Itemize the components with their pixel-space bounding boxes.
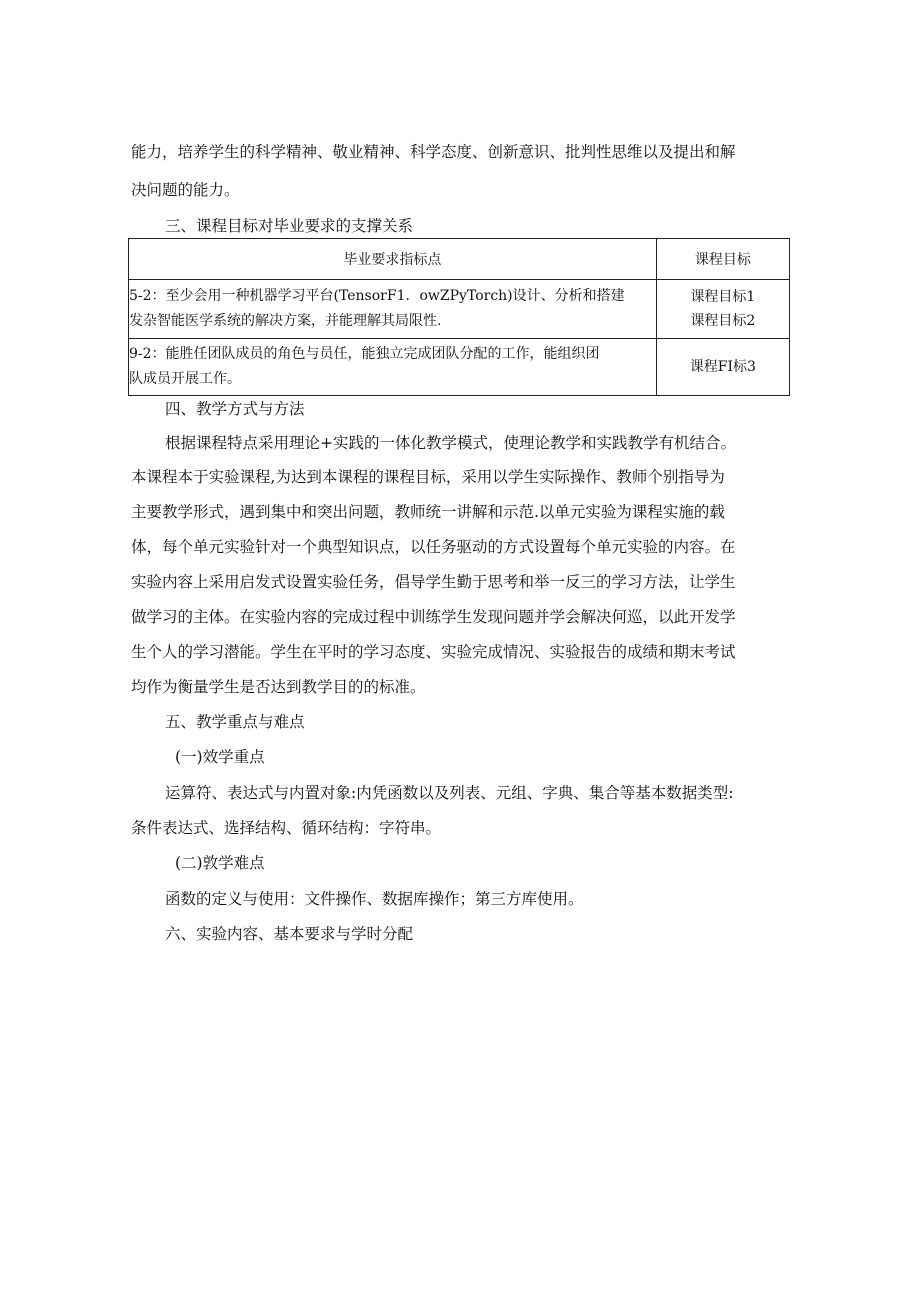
requirement-text-line: 队成员开展工作。 bbox=[129, 371, 241, 387]
requirement-text-line: 发杂智能医学系统的解决方案，并能理解其局限性. bbox=[129, 313, 442, 329]
section-6-heading: 六、实验内容、基本要求与学时分配 bbox=[165, 925, 414, 943]
section-5-sub-1-heading: (一)效学重点 bbox=[175, 748, 265, 766]
section-4-heading: 四、教学方式与方法 bbox=[165, 400, 305, 418]
table-row bbox=[129, 280, 790, 339]
requirements-table bbox=[128, 238, 790, 396]
section-4-paragraph-line: 实验内容上采用启发式设置实验任务，倡导学生勤于思考和举一反三的学习方法，让学生 bbox=[131, 573, 736, 591]
section-5-heading: 五、教学重点与难点 bbox=[165, 713, 305, 731]
section-5-sub-1-line: 条件表达式、选择结构、循环结构：字符串。 bbox=[131, 819, 442, 837]
goal-cell bbox=[656, 280, 789, 339]
section-4-paragraph-line: 生个人的学习潜能。学生在平时的学习态度、实验完成情况、实验报告的成绩和期末考试 bbox=[131, 643, 736, 661]
section-4-paragraph-line: 本课程本于实验课程,为达到本课程的课程目标，采用以学生实际操作、教师个别指导为 bbox=[131, 468, 725, 486]
section-4-paragraph-line: 主要教学形式，遇到集中和突出问题，教师统一讲解和示范.以单元实验为课程实施的载 bbox=[131, 503, 725, 521]
section-4-paragraph-line: 根据课程特点采用理论+实践的一体化教学模式，使理论教学和实践教学有机结合。 bbox=[165, 434, 736, 452]
goal-text: 课程FI标3 bbox=[689, 359, 756, 375]
goal-text: 课程目标2 bbox=[690, 313, 756, 329]
requirement-text-line: 9-2：能胜任团队成员的角色与员任，能独立完成团队分配的工作，能组织团 bbox=[129, 346, 600, 362]
section-4-paragraph-line: 做学习的主体。在实验内容的完成过程中训练学生发现问题并学会解决何巡，以此开发学 bbox=[131, 608, 736, 626]
goal-text: 课程目标1 bbox=[690, 289, 756, 305]
section-5-sub-2-line: 函数的定义与使用：文件操作、数据库操作；第三方库使用。 bbox=[165, 890, 584, 908]
section-5-sub-2-heading: (二)敦学难点 bbox=[175, 854, 265, 872]
intro-line-1: 能力，培养学生的科学精神、敬业精神、科学态度、创新意识、批判性思维以及提出和解 bbox=[131, 143, 736, 161]
section-4-paragraph-line: 均作为衡量学生是否达到教学目的的标准。 bbox=[131, 678, 426, 696]
section-5-sub-1-line: 运算符、表达式与内置对象:内凭函数以及列表、元组、字典、集合等基本数据类型: bbox=[165, 784, 734, 802]
section-4-paragraph-line: 体，每个单元实验针对一个典型知识点，以任务驱动的方式设置每个单元实验的内容。在 bbox=[131, 538, 736, 556]
requirement-text-line: 5-2：至少会用一种机器学习平台(TensorF1．owZPyTorch)设计、分析和搭建 bbox=[129, 288, 625, 304]
table-header-row bbox=[129, 239, 790, 280]
intro-line-2: 决问题的能力。 bbox=[131, 181, 240, 199]
goal-cell bbox=[656, 339, 789, 396]
table-row bbox=[129, 339, 790, 396]
header-requirement: 毕业要求指标点 bbox=[129, 239, 657, 280]
requirement-cell bbox=[129, 339, 657, 396]
section-3-heading: 三、课程目标对毕业要求的支撑关系 bbox=[165, 217, 414, 235]
header-goal: 课程目标 bbox=[656, 239, 789, 280]
requirement-cell bbox=[129, 280, 657, 339]
